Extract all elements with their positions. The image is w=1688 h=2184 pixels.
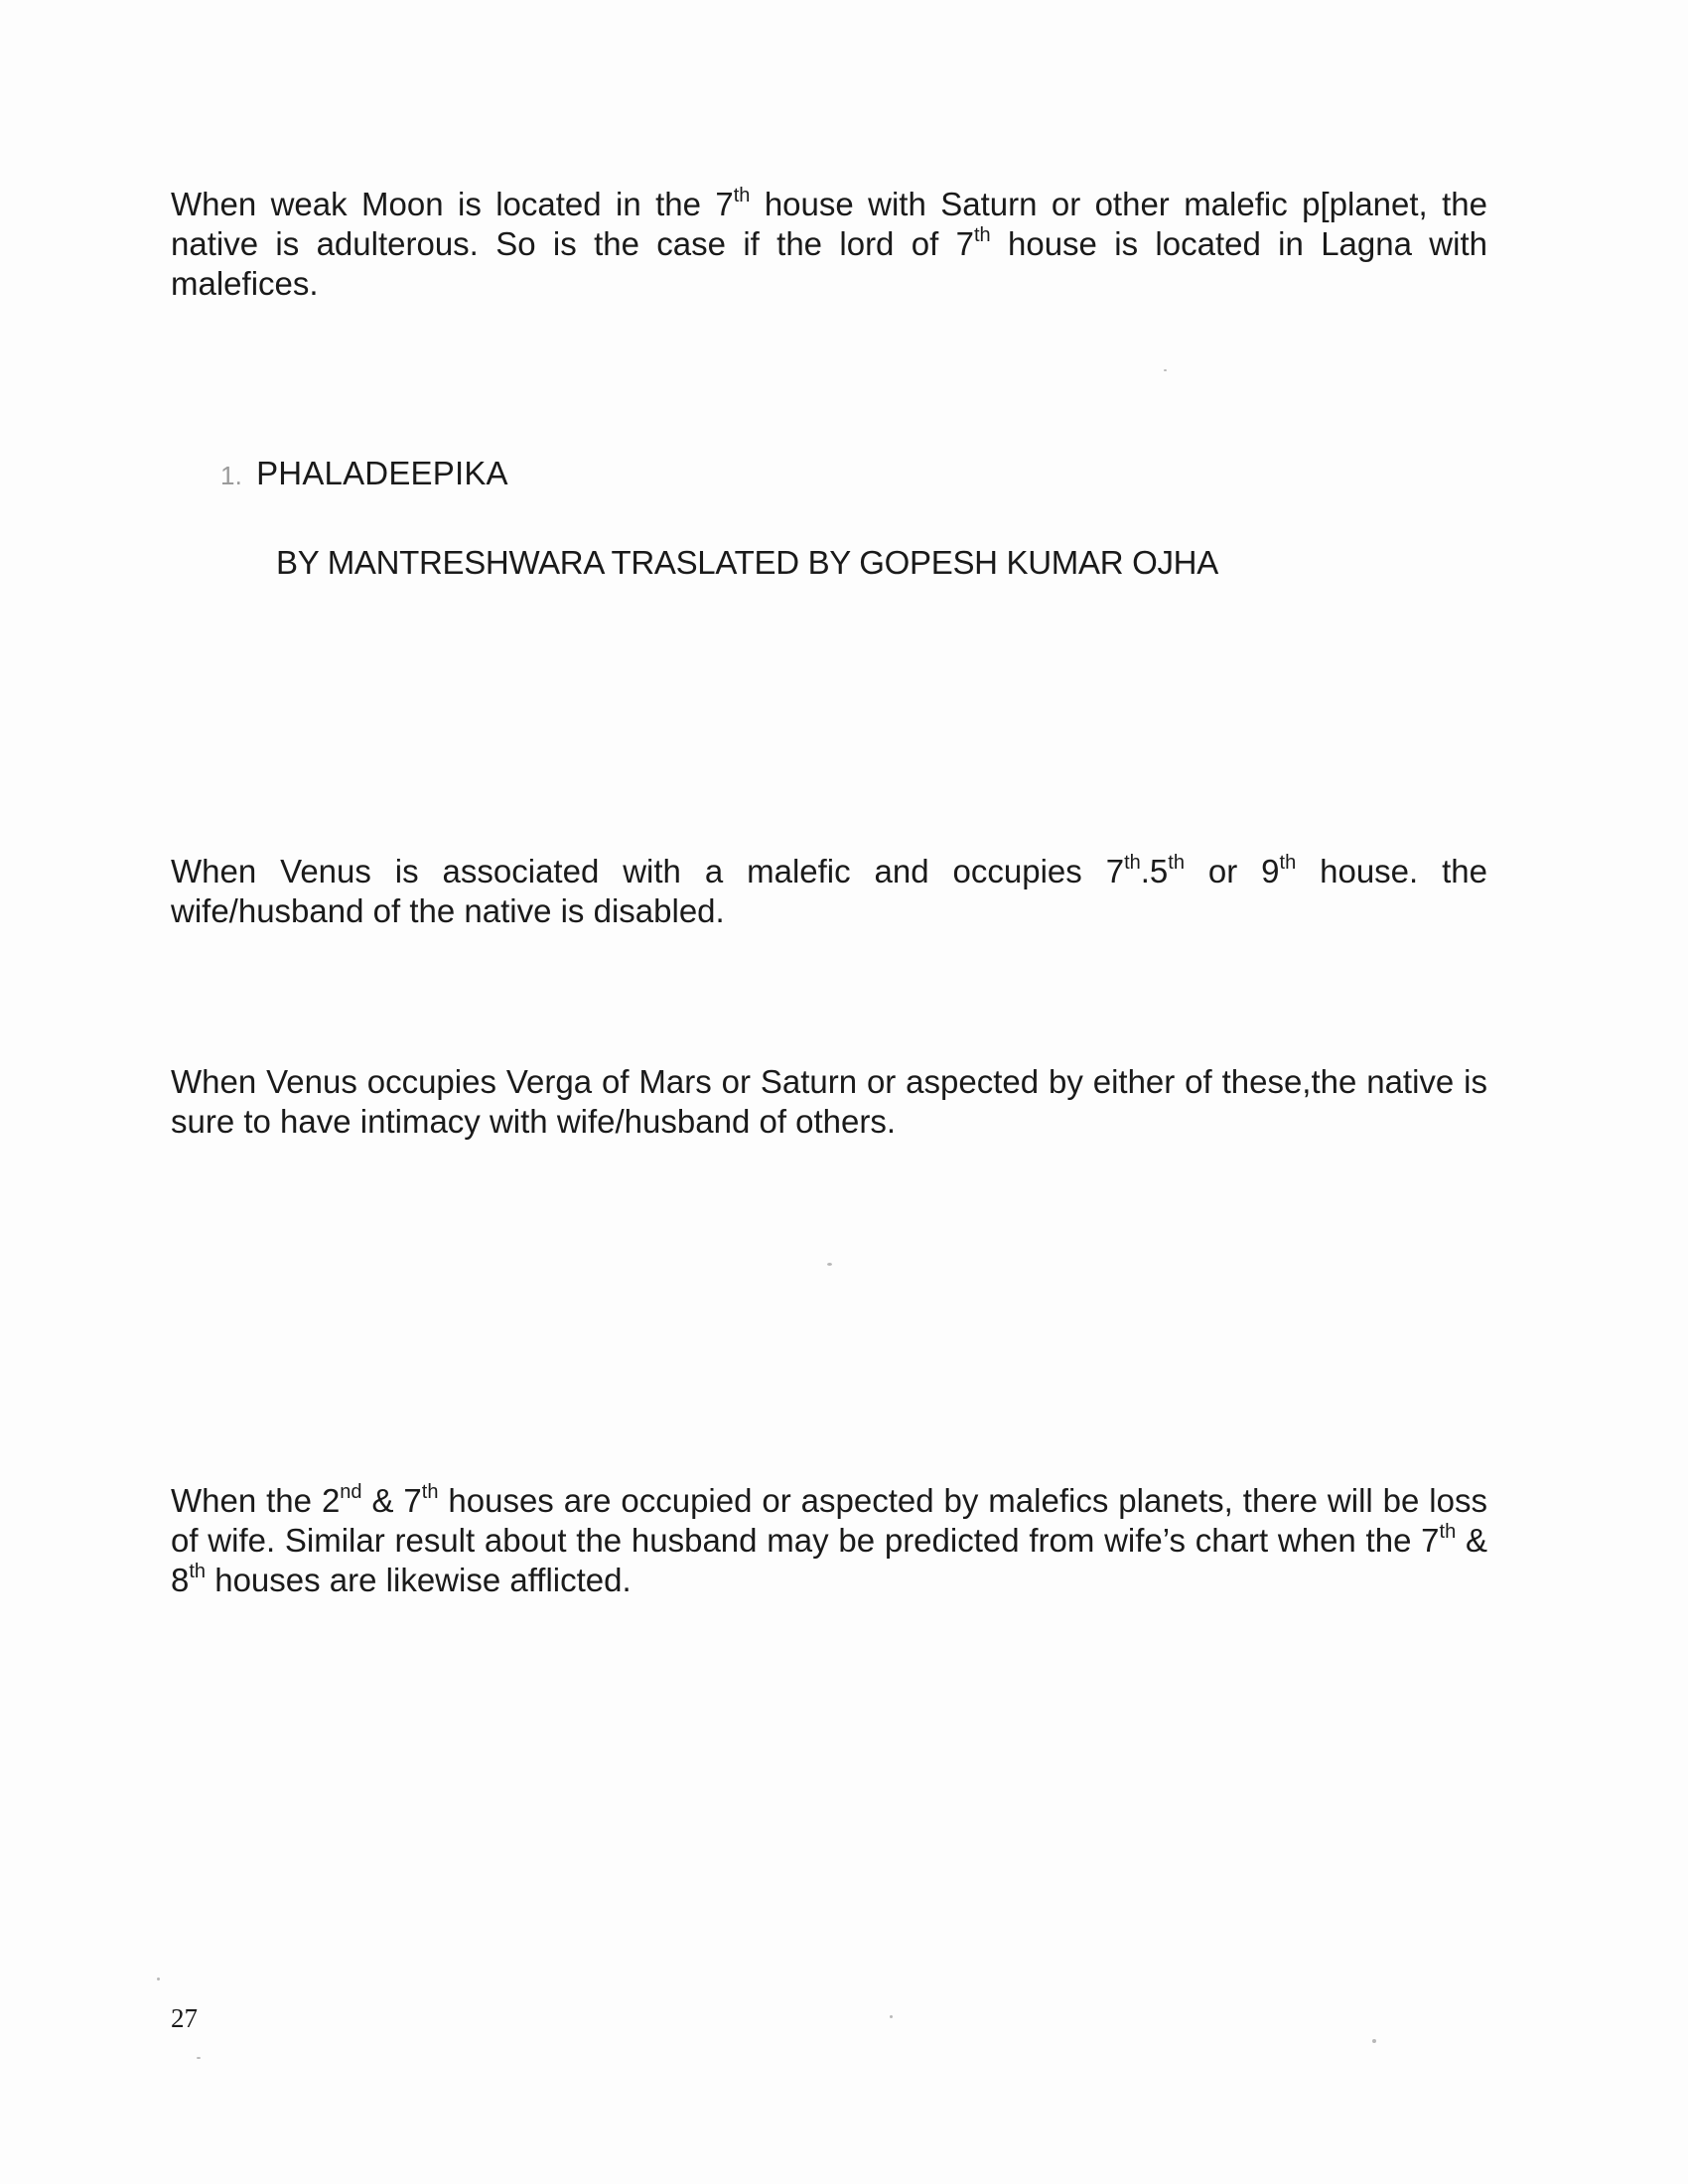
scan-speck xyxy=(1372,2039,1376,2043)
scan-speck xyxy=(1164,369,1167,371)
paragraph-text: When Venus is associated with a malefic and occupies 7th.5th or 9th house. the wife/husband of the native is disabled. xyxy=(171,852,1487,929)
scan-speck xyxy=(890,2015,893,2018)
paragraph-venus-malefic xyxy=(171,852,1487,931)
paragraph-houses-afflicted xyxy=(171,1481,1487,1600)
scan-speck xyxy=(197,2057,201,2059)
section-title: PHALADEEPIKA xyxy=(256,455,508,491)
paragraph-text: When Venus occupies Verga of Mars or Saturn or aspected by either of these,the native is sure to have intimacy with wife/husband of others. xyxy=(171,1063,1487,1140)
paragraph-text: When the 2nd & 7th houses are occupied or aspected by malefics planets, there will be loss of wife. Similar result about the husband may be predicted from wife’s chart when the 7th & 8th houses are likewise afflicted. xyxy=(171,1481,1487,1598)
scan-speck xyxy=(827,1263,832,1266)
scan-speck xyxy=(157,1978,160,1980)
page-number: 27 xyxy=(171,2003,198,2033)
section-number: 1. xyxy=(220,461,243,490)
paragraph-text: When weak Moon is located in the 7th house with Saturn or other malefic p[planet, the native is adulterous. So is the case if the lord of 7th house is located in Lagna with malefices. xyxy=(171,185,1487,302)
author-byline: BY MANTRESHWARA TRASLATED BY GOPESH KUMAR OJHA xyxy=(276,544,1218,581)
paragraph-venus-verga xyxy=(171,1062,1487,1142)
paragraph-moon-saturn xyxy=(171,185,1487,304)
section-heading xyxy=(220,455,508,492)
